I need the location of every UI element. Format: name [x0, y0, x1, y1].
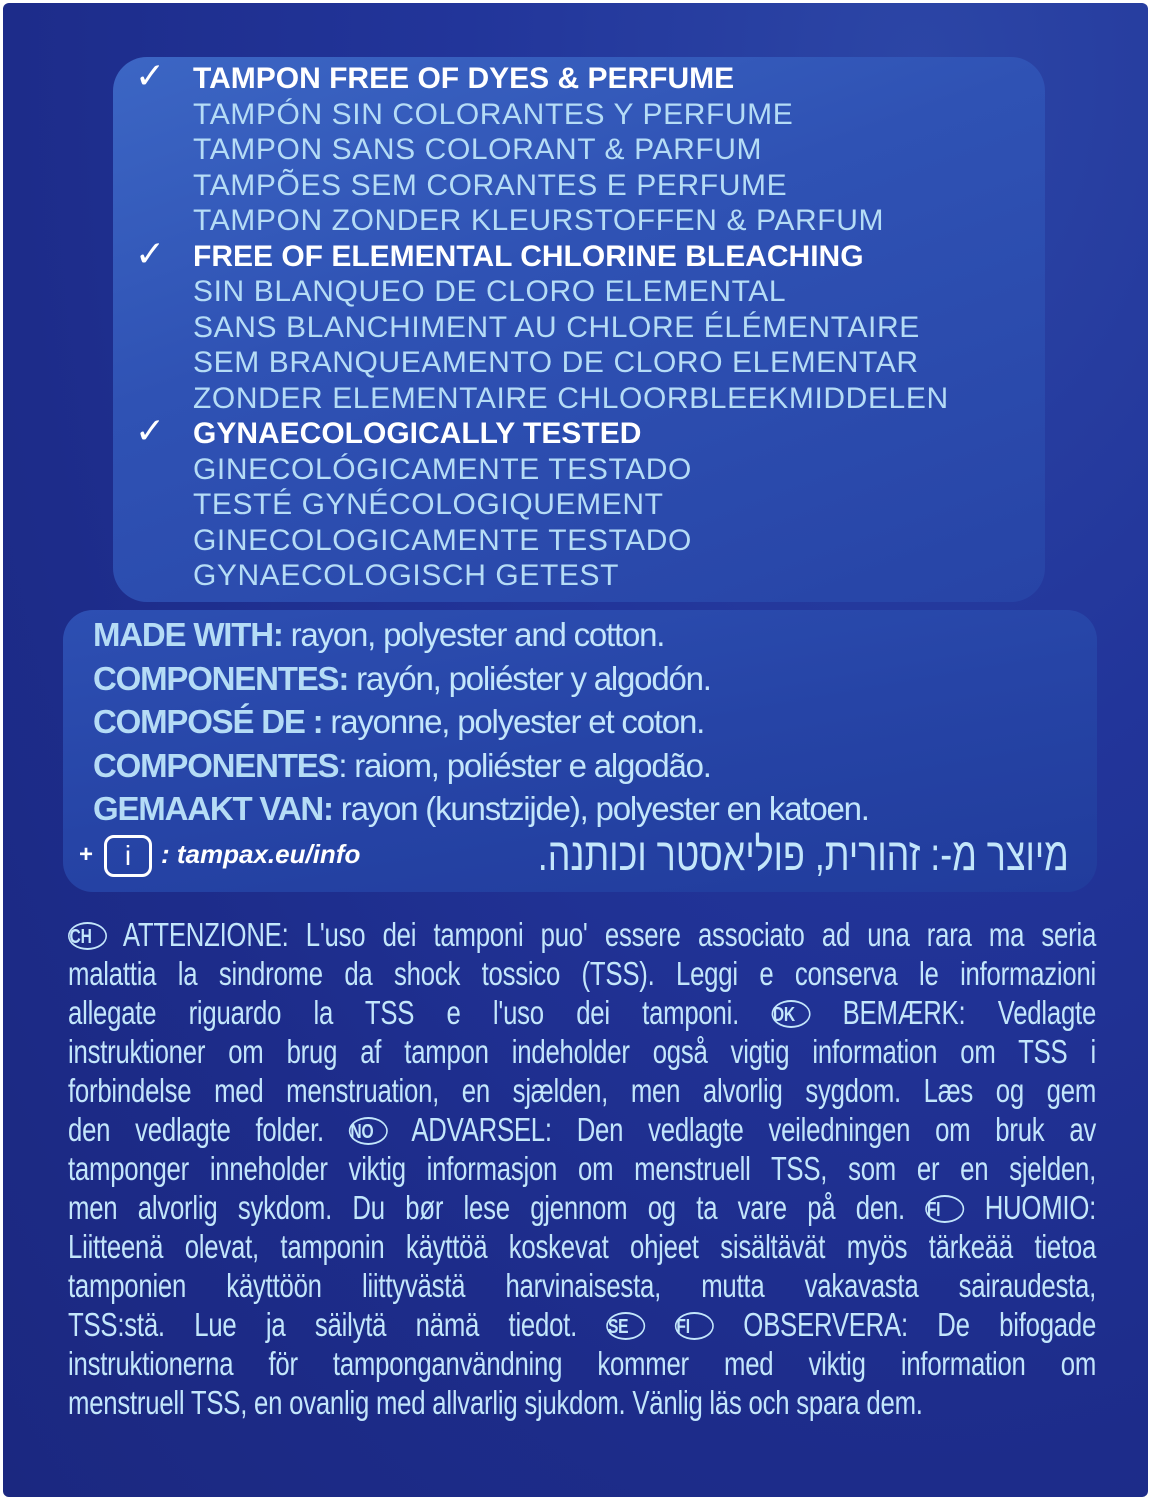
warning-text: HUOMIO:: [964, 1189, 1097, 1226]
warning-text: den vedlagte folder.: [68, 1111, 349, 1148]
checkmark-icon: ✓: [135, 56, 166, 97]
plus-sign: +: [79, 841, 94, 868]
warning-text: menstruell TSS, en ovanlig med allvarlig sjukdom. Vänlig läs och spara dem.: [68, 1384, 923, 1421]
tss-warnings: [68, 915, 1151, 1422]
country-badge-no: NO: [349, 1117, 388, 1145]
material-text: : raiom, poliéster e algodão.: [338, 746, 711, 784]
materials-list: [93, 613, 869, 831]
warning-line: [68, 1110, 1096, 1149]
warning-line: [68, 1266, 1096, 1305]
warning-line: [68, 1188, 1096, 1227]
country-badge-fi: FI: [925, 1195, 964, 1223]
claim-translation: SANS BLANCHIMENT AU CHLORE ÉLÉMENTAIRE: [193, 310, 920, 344]
warning-text: tamponger inneholder viktig informasjon om menstruell TSS, som er en sjelden,: [68, 1150, 1097, 1187]
warning-text: ATTENZIONE: L'uso dei tamponi puo' essere associato ad una rara ma seria: [107, 916, 1097, 953]
claim-heading: FREE OF ELEMENTAL CHLORINE BLEACHING ✓: [135, 233, 864, 275]
warning-text: malattia la sindrome da shock tossico (TSS). Leggi e conserva le informazioni: [68, 955, 1097, 992]
checkmark-icon: ✓: [135, 411, 166, 452]
claims-list: [135, 56, 949, 594]
warning-text: allegate riguardo la TSS e l'uso dei tamponi.: [68, 994, 772, 1031]
claim-translation: SIN BLANQUEO DE CLORO ELEMENTAL: [193, 275, 787, 308]
warning-text: BEMÆRK: Vedlagte: [810, 994, 1097, 1031]
material-label: MADE WITH:: [93, 616, 283, 653]
claim-heading: TAMPON FREE OF DYES & PERFUME ✓: [135, 56, 735, 97]
warning-text: tamponien käyttöön liittyvästä harvinaisesta, mutta vakavasta sairaudesta,: [68, 1267, 1097, 1304]
claim-translation: TAMPON ZONDER KLEURSTOFFEN & PARFUM: [193, 204, 885, 237]
material-label: GEMAAKT VAN:: [93, 790, 333, 827]
warning-line: [68, 1227, 1096, 1266]
material-text: rayon (kunstzijde), polyester en katoen.: [332, 790, 869, 827]
warning-line: [68, 1344, 1096, 1383]
warning-line: [68, 1305, 1096, 1344]
country-badge-se: SE: [606, 1312, 645, 1340]
warning-text: instruktioner om brug af tampon indeholder også vigtig information om TSS i: [68, 1033, 1097, 1070]
claim-translation: TESTÉ GYNÉCOLOGIQUEMENT: [193, 488, 664, 521]
country-badge-fi: FI: [675, 1312, 714, 1340]
warning-text: instruktionerna för tamponganvändning kommer med viktig information om: [68, 1345, 1097, 1382]
checkmark-icon: ✓: [135, 233, 166, 275]
claim-translation: TAMPÓN SIN COLORANTES Y PERFUME: [193, 97, 794, 131]
material-line: [93, 700, 869, 744]
warning-text: OBSERVERA: De bifogade: [713, 1306, 1097, 1343]
warning-line: [68, 954, 1096, 993]
material-text: rayón, poliéster y algodón.: [348, 659, 711, 697]
country-badge-dk: DK: [771, 1000, 810, 1028]
warning-line: [68, 1032, 1096, 1071]
warning-text: men alvorlig sykdom. Du bør lese gjennom og ta vare på den.: [68, 1189, 926, 1226]
info-url: : tampax.eu/info: [161, 839, 361, 869]
claim-translation: SEM BRANQUEAMENTO DE CLORO ELEMENTAR: [193, 346, 919, 379]
claim-translation: GYNAECOLOGISCH GETEST: [193, 559, 620, 592]
warning-text: [645, 1306, 674, 1343]
warning-text: TSS:stä. Lue ja säilytä nämä tiedot.: [68, 1306, 607, 1343]
info-icon: i: [104, 835, 152, 877]
material-text: rayonne, polyester et coton.: [322, 703, 705, 740]
material-label: COMPONENTES: [93, 746, 339, 784]
material-label: COMPOSÉ DE :: [93, 703, 323, 740]
claim-translation: GINECOLÓGICAMENTE TESTADO: [193, 452, 692, 486]
material-line: [93, 613, 869, 657]
warning-line: [68, 1383, 1096, 1422]
material-label: COMPONENTES:: [93, 659, 349, 697]
warning-line: [68, 1071, 1096, 1110]
hebrew-materials: מיוצר מ-: זהורית, פוליאסטר וכותנה.: [537, 828, 1069, 880]
warning-line: [68, 915, 1096, 954]
claim-translation: GINECOLOGICAMENTE TESTADO: [193, 523, 692, 557]
warning-text: forbindelse med menstruation, en sjælden, men alvorlig sygdom. Læs og gem: [68, 1072, 1097, 1109]
info-row: [79, 828, 1069, 883]
warning-line: [68, 1149, 1096, 1188]
package-back-panel: [3, 3, 1148, 1497]
warning-text: ADVARSEL: Den vedlagte veiledningen om bruk av: [387, 1111, 1097, 1148]
material-line: [93, 744, 869, 788]
warning-line: [68, 993, 1096, 1032]
claim-translation: TAMPON SANS COLORANT & PARFUM: [193, 133, 763, 166]
material-text: rayon, polyester and cotton.: [282, 616, 665, 653]
claim-translation: ZONDER ELEMENTAIRE CHLOORBLEEKMIDDELEN: [193, 381, 949, 415]
country-badge-ch: CH: [68, 922, 107, 950]
warning-text: Liitteenä olevat, tamponin käyttöä koskevat ohjeet sisältävät myös tärkeää tietoa: [68, 1228, 1097, 1265]
claim-translation: TAMPÕES SEM CORANTES E PERFUME: [193, 168, 788, 202]
material-line: [93, 657, 869, 701]
claim-heading: GYNAECOLOGICALLY TESTED ✓: [135, 411, 642, 452]
material-line: [93, 787, 869, 831]
